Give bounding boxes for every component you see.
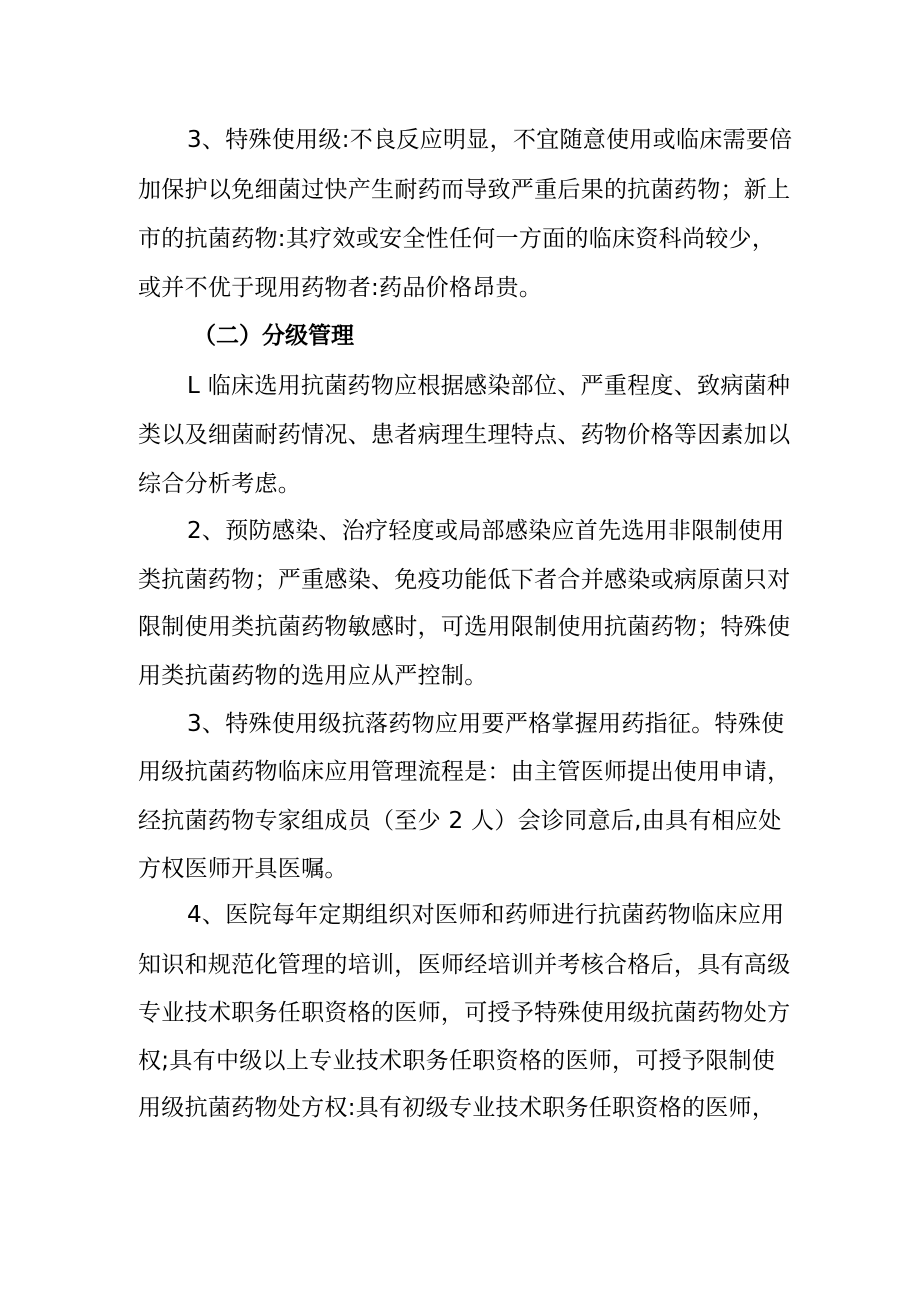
paragraph-1-line-4: 或并不优于现用药物者:药品价格昂贵。: [138, 275, 543, 301]
paragraph-2-line-3: 综合分析考虑。: [138, 471, 302, 497]
paragraph-5-line-4: 权;具有中级以上专业技术职务任职资格的医师，可授予限制使: [138, 1048, 776, 1074]
paragraph-3-line-4: 用类抗菌药物的选用应从严控制。: [138, 663, 488, 689]
paragraph-1-line-2: 加保护以免细菌过快产生耐药而导致严重后果的抗菌药物；新上: [138, 177, 791, 203]
paragraph-1-line-3: 市的抗菌药物:其疗效或安全性任何一方面的临床资科尚较少，: [138, 226, 776, 252]
paragraph-4-line-1: 3、特殊使用级抗落药物应用要严格掌握用药指征。特殊使: [187, 711, 785, 737]
paragraph-3-line-1: 2、预防感染、治疗轻度或局部感染应首先选用非限制使用: [187, 518, 785, 544]
paragraph-1-line-1: 3、特殊使用级:不良反应明显，不宜随意使用或临床需要倍: [187, 127, 793, 153]
paragraph-5-line-2: 知识和规范化管理的培训，医师经培训并考核合格后，具有高级: [138, 952, 791, 978]
paragraph-5-line-5: 用级抗菌药物处方权:具有初级专业技术职务任职资格的医师，: [138, 1095, 776, 1121]
paragraph-3-line-2: 类抗菌药物；严重感染、免疫功能低下者合并感染或病原菌只对: [138, 567, 791, 593]
paragraph-3-line-3: 限制使用类抗菌药物敏感时，可选用限制使用抗菌药物；特殊使: [138, 614, 791, 640]
paragraph-4-line-3: 经抗菌药物专家组成员（至少 2 人）会诊同意后,由具有相应处: [138, 808, 782, 834]
paragraph-5-line-3: 专业技术职务任职资格的医师，可授予特殊使用级抗菌药物处方: [138, 1000, 791, 1026]
paragraph-4-line-4: 方权医师开具医嘱。: [138, 856, 348, 882]
paragraph-2-line-2: 类以及细菌耐药情况、患者病理生理特点、药物价格等因素加以: [138, 422, 791, 448]
paragraph-4-line-2: 用级抗菌药物临床应用管理流程是：由主管医师提出使用申请，: [138, 759, 791, 785]
section-heading: （二）分级管理: [193, 323, 354, 349]
paragraph-2-line-1: L 临床选用抗菌药物应根据感染部位、严重程度、致病菌种: [187, 373, 791, 399]
paragraph-5-line-1: 4、医院每年定期组织对医师和药师进行抗菌药物临床应用: [187, 902, 785, 928]
